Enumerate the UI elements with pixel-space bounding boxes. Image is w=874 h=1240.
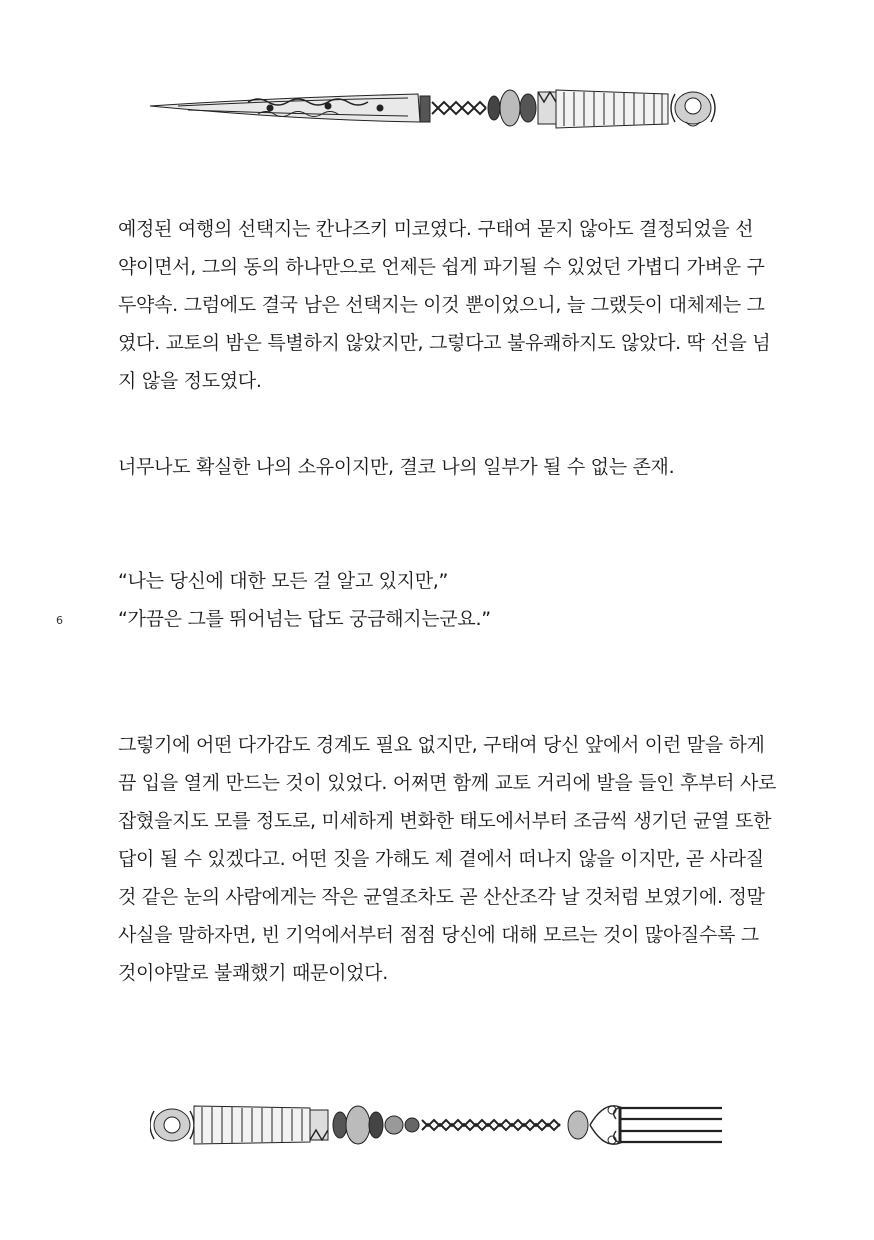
page-number: 6: [56, 614, 63, 627]
text-line: 약이면서, 그의 동의 하나만으로 언제든 쉽게 파기될 수 있었던 가볍디 가벼운 구: [118, 256, 765, 278]
text-line: 지 않을 정도였다.: [118, 370, 262, 392]
dialogue-line: “가끔은 그를 뛰어넘는 답도 궁금해지는군요.”: [118, 608, 491, 630]
knife-illustration: [148, 86, 728, 136]
paragraph-1: [118, 210, 771, 400]
text-line: 것 같은 눈의 사람에게는 작은 균열조차도 곧 산산조각 날 것처럼 보였기에. 정말: [118, 886, 765, 908]
text-line: 너무나도 확실한 나의 소유이지만, 결코 나의 일부가 될 수 없는 존재.: [118, 456, 675, 478]
text-line: 것이야말로 불쾌했기 때문이었다.: [118, 962, 388, 984]
dialogue-line: “나는 당신에 대한 모든 걸 알고 있지만,”: [118, 570, 449, 592]
paragraph-2: [118, 448, 758, 486]
text-line: 답이 될 수 있겠다고. 어떤 짓을 가해도 제 곁에서 떠나지 않을 이지만, 곧 사라질: [118, 848, 764, 870]
text-line: 그렇기에 어떤 다가감도 경계도 필요 없지만, 구태여 당신 앞에서 이런 말을 하게: [118, 734, 765, 756]
text-line: 두약속. 그럼에도 결국 남은 선택지는 이것 뿐이었으니, 늘 그랬듯이 대체제는 그: [118, 294, 765, 316]
fork-illustration: [150, 1100, 725, 1150]
text-line: 였다. 교토의 밤은 특별하지 않았지만, 그렇다고 불유쾌하지도 않았다. 딱 선을 넘: [118, 332, 771, 354]
paragraph-4: [118, 726, 777, 992]
dialogue-quote: [118, 562, 758, 638]
text-line: 사실을 말하자면, 빈 기억에서부터 점점 당신에 대해 모르는 것이 많아질수록 그: [118, 924, 759, 946]
text-line: 끔 입을 열게 만드는 것이 있었다. 어쩌면 함께 교토 거리에 발을 들인 후부터 사로: [118, 772, 777, 794]
text-line: 예정된 여행의 선택지는 칸나즈키 미코였다. 구태여 묻지 않아도 결정되었을 선: [118, 218, 754, 240]
text-line: 잡혔을지도 모를 정도로, 미세하게 변화한 태도에서부터 조금씩 생기던 균열 또한: [118, 810, 772, 832]
